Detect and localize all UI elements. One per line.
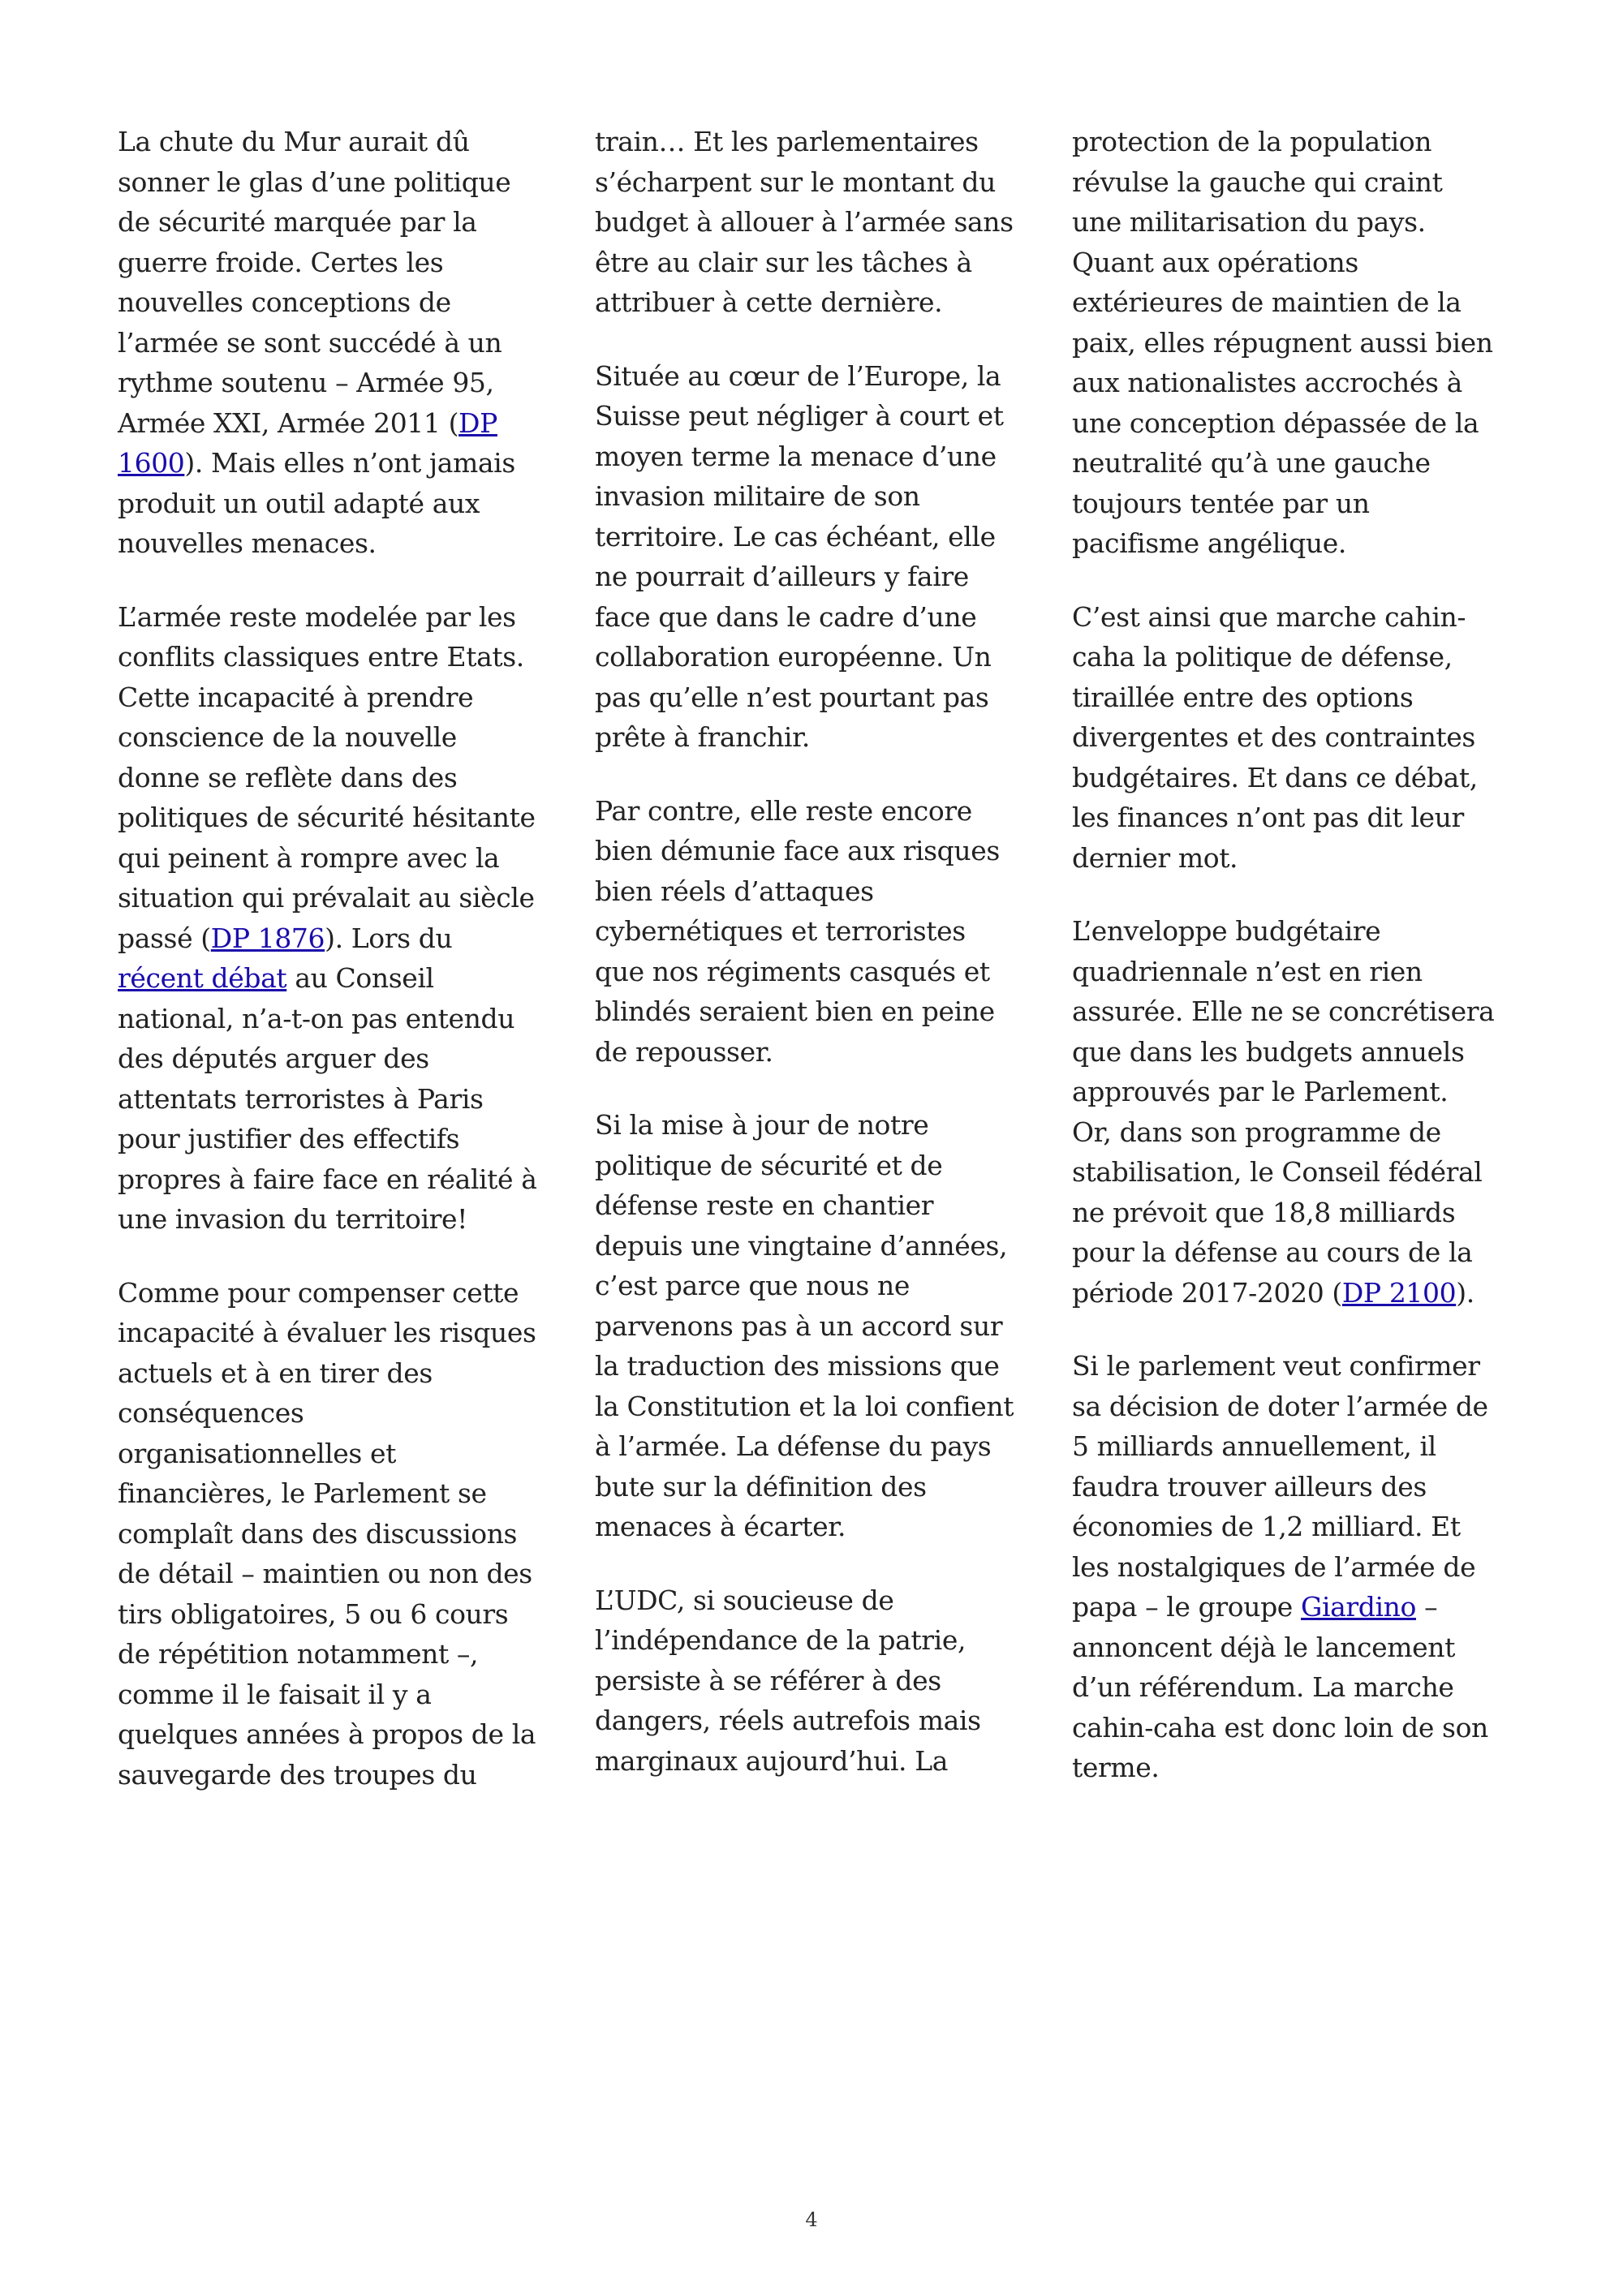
text-line <box>595 677 1037 718</box>
text-run: Quant aux opérations <box>1072 246 1358 278</box>
text-run: invasion militaire de son <box>595 480 920 512</box>
text-run: ne prévoit que 18,8 milliards <box>1072 1196 1456 1228</box>
text-line <box>595 1185 1037 1226</box>
text-line <box>1072 443 1514 484</box>
text-line <box>595 122 1037 162</box>
text-run: toujours tentée par un <box>1072 487 1370 519</box>
text-run: pour la défense au cours de la <box>1072 1236 1473 1268</box>
text-run: extérieures de maintien de la <box>1072 286 1462 318</box>
text-line <box>1072 484 1514 524</box>
reference-link[interactable]: DP 1876 <box>210 922 325 954</box>
text-line <box>118 363 560 403</box>
text-line <box>118 758 560 798</box>
text-line <box>118 443 560 484</box>
text-run: paix, elles répugnent aussi bien <box>1072 326 1493 359</box>
text-line <box>595 1226 1037 1266</box>
text-run: pas qu’elle n’est pourtant pas <box>595 681 989 713</box>
text-run: politique de sécurité et de <box>595 1149 943 1181</box>
text-line <box>595 1387 1037 1427</box>
text-line <box>1072 403 1514 444</box>
text-line <box>1072 1748 1514 1788</box>
text-run: sa décision de doter l’armée de <box>1072 1390 1488 1422</box>
text-line <box>595 517 1037 557</box>
text-line <box>1072 1587 1514 1627</box>
text-line <box>1072 1387 1514 1427</box>
text-run: dangers, réels autrefois mais <box>595 1705 981 1736</box>
paragraph <box>118 1273 560 1795</box>
text-line <box>1072 282 1514 323</box>
text-run: ). Lors du <box>325 922 453 954</box>
text-run: Cette incapacité à prendre <box>118 681 474 713</box>
text-line <box>118 1714 560 1755</box>
text-run: bute sur la définition des <box>595 1470 927 1503</box>
text-line <box>1072 637 1514 677</box>
text-line <box>595 396 1037 436</box>
text-run: produit un outil adapté aux <box>118 487 480 519</box>
text-line <box>1072 952 1514 992</box>
page-number: 4 <box>805 2208 818 2231</box>
text-line <box>118 484 560 524</box>
text-run: Par contre, elle reste encore <box>595 794 972 827</box>
text-line <box>118 523 560 564</box>
text-line <box>595 911 1037 952</box>
text-run: menaces à écarter. <box>595 1511 846 1542</box>
text-run: une conception dépassée de la <box>1072 406 1479 439</box>
text-line <box>595 1580 1037 1621</box>
text-line <box>1072 243 1514 283</box>
text-line <box>595 282 1037 323</box>
text-run: pour justifier des effectifs <box>118 1123 460 1154</box>
text-line <box>118 403 560 444</box>
text-line <box>118 1199 560 1240</box>
paragraph <box>118 597 560 1240</box>
text-line <box>1072 1346 1514 1387</box>
text-run: conflits classiques entre Etats. <box>118 641 524 673</box>
text-run: 5 milliards annuellement, il <box>1072 1430 1436 1462</box>
text-line <box>595 356 1037 397</box>
text-run: ). <box>1456 1276 1474 1309</box>
text-run: attentats terroristes à Paris <box>118 1082 484 1115</box>
text-run: s’écharpent sur le montant du <box>595 166 996 198</box>
text-line <box>595 243 1037 283</box>
text-line <box>1072 1708 1514 1748</box>
text-run: l’armée se sont succédé à un <box>118 326 502 359</box>
text-run: – <box>1415 1591 1438 1623</box>
text-line <box>1072 1112 1514 1153</box>
text-column-1 <box>118 122 560 1828</box>
paragraph <box>595 122 1037 323</box>
text-line <box>1072 1667 1514 1708</box>
text-line <box>595 1661 1037 1701</box>
text-run: conséquences <box>118 1397 304 1429</box>
text-line <box>118 1353 560 1394</box>
text-line <box>1072 122 1514 162</box>
text-run: qui peinent à rompre avec la <box>118 841 500 874</box>
text-line <box>595 1701 1037 1741</box>
text-line <box>118 637 560 677</box>
text-line <box>118 122 560 162</box>
text-line <box>595 1741 1037 1782</box>
text-line <box>595 162 1037 203</box>
text-run: que nos régiments casqués et <box>595 955 990 987</box>
text-line <box>1072 838 1514 879</box>
text-run: aux nationalistes accrochés à <box>1072 367 1462 398</box>
text-run: C’est ainsi que marche cahin- <box>1072 600 1466 633</box>
text-run: des députés arguer des <box>118 1043 429 1074</box>
text-line <box>595 1507 1037 1547</box>
text-run: territoire. Le cas échéant, elle <box>595 520 996 553</box>
text-run: tiraillée entre des options <box>1072 681 1414 713</box>
paragraph <box>595 1105 1037 1547</box>
text-line <box>118 1313 560 1353</box>
text-line <box>118 1514 560 1554</box>
text-run: de détail – maintien ou non des <box>118 1558 532 1589</box>
text-run: bien réels d’attaques <box>595 875 874 907</box>
text-line <box>118 1675 560 1715</box>
text-run: de repousser. <box>595 1035 773 1068</box>
text-line <box>118 999 560 1039</box>
text-run: cahin-caha est donc loin de son <box>1072 1711 1488 1743</box>
text-run: face que dans le cadre d’une <box>595 600 977 633</box>
text-line <box>118 1434 560 1474</box>
text-run: quelques années à propos de la <box>118 1718 536 1750</box>
text-line <box>1072 677 1514 718</box>
text-line <box>595 1620 1037 1661</box>
text-run: l’indépendance de la patrie, <box>595 1624 966 1656</box>
text-line <box>118 282 560 323</box>
text-line <box>595 791 1037 832</box>
text-run: ). Mais elles n’ont jamais <box>184 447 515 479</box>
text-line <box>1072 991 1514 1032</box>
paragraph <box>595 1580 1037 1782</box>
text-line <box>1072 758 1514 798</box>
text-run: train… Et les parlementaires <box>595 126 979 157</box>
text-line <box>118 838 560 879</box>
text-line <box>1072 1072 1514 1112</box>
text-line <box>595 1467 1037 1507</box>
text-run: Armée XXI, Armée 2011 ( <box>118 406 459 439</box>
text-run: Or, dans son programme de <box>1072 1116 1441 1148</box>
text-run: actuels et à en tirer des <box>118 1357 433 1389</box>
text-run: les nostalgiques de l’armée de <box>1072 1550 1476 1583</box>
text-run: au Conseil <box>286 962 434 994</box>
text-line <box>118 878 560 918</box>
text-run: La chute du Mur aurait dû <box>118 126 470 157</box>
text-run: Si la mise à jour de notre <box>595 1109 929 1141</box>
text-run: caha la politique de défense, <box>1072 641 1453 673</box>
text-run: cybernétiques et terroristes <box>595 915 966 947</box>
text-run: attribuer à cette dernière. <box>595 286 943 318</box>
text-run: approuvés par le Parlement. <box>1072 1076 1449 1107</box>
text-line <box>1072 1627 1514 1668</box>
text-run: les finances n’ont pas dit leur <box>1072 802 1464 833</box>
text-line <box>118 323 560 363</box>
text-line <box>595 1266 1037 1306</box>
paragraph <box>1072 1346 1514 1788</box>
text-line <box>118 1473 560 1514</box>
text-line <box>118 1038 560 1079</box>
text-run: économies de 1,2 milliard. Et <box>1072 1511 1461 1542</box>
text-run: défense reste en chantier <box>595 1189 934 1221</box>
text-run: de sécurité marquée par la <box>118 206 477 238</box>
text-run: terme. <box>1072 1752 1160 1783</box>
text-line <box>595 476 1037 517</box>
text-line <box>1072 1467 1514 1507</box>
text-run: sonner le glas d’une politique <box>118 166 511 198</box>
text-run: protection de la population <box>1072 126 1432 157</box>
text-run: dernier mot. <box>1072 841 1238 874</box>
text-line <box>118 597 560 638</box>
text-line <box>118 1273 560 1314</box>
text-run: politiques de sécurité hésitante <box>118 802 536 833</box>
text-run: quadriennale n’est en rien <box>1072 955 1423 987</box>
text-run: conscience de la nouvelle <box>118 721 457 753</box>
text-run: marginaux aujourd’hui. La <box>595 1744 949 1777</box>
text-run: parvenons pas à un accord sur <box>595 1309 1003 1342</box>
text-run: une militarisation du pays. <box>1072 206 1426 238</box>
text-line <box>1072 1232 1514 1273</box>
text-run: faudra trouver ailleurs des <box>1072 1470 1427 1503</box>
text-run: persiste à se référer à des <box>595 1664 941 1696</box>
text-line <box>595 1032 1037 1073</box>
text-line <box>1072 1152 1514 1193</box>
text-line <box>595 1426 1037 1467</box>
text-run: bien démunie face aux risques <box>595 835 1000 866</box>
text-run: Comme pour compenser cette <box>118 1276 519 1309</box>
text-line <box>1072 1032 1514 1073</box>
text-line <box>595 436 1037 477</box>
text-run: sauvegarde des troupes du <box>118 1758 477 1791</box>
text-line <box>595 1105 1037 1146</box>
text-run: la Constitution et la loi confient <box>595 1390 1014 1422</box>
text-run: de répétition notamment –, <box>118 1638 479 1670</box>
text-line <box>595 597 1037 638</box>
text-run: budgétaires. Et dans ce débat, <box>1072 761 1478 793</box>
reference-link[interactable]: Giardino <box>1301 1591 1416 1623</box>
text-run: être au clair sur les tâches à <box>595 246 972 278</box>
text-line <box>118 677 560 718</box>
text-run: national, n’a-t-on pas entendu <box>118 1002 515 1034</box>
text-line <box>1072 363 1514 403</box>
text-run: tirs obligatoires, 5 ou 6 cours <box>118 1597 509 1630</box>
text-line <box>118 1119 560 1159</box>
text-run: donne se reflète dans des <box>118 761 458 793</box>
text-run: moyen terme la menace d’une <box>595 440 997 472</box>
text-line <box>1072 1193 1514 1233</box>
text-run: L’armée reste modelée par les <box>118 600 516 633</box>
text-run: incapacité à évaluer les risques <box>118 1317 536 1348</box>
text-run: la traduction des missions que <box>595 1350 1000 1382</box>
text-line <box>118 162 560 203</box>
text-run: blindés seraient bien en peine <box>595 995 995 1027</box>
paragraph <box>1072 597 1514 879</box>
text-run: c’est parce que nous ne <box>595 1270 911 1301</box>
text-line <box>595 831 1037 871</box>
text-line <box>1072 323 1514 363</box>
reference-link[interactable]: 1600 <box>118 447 185 479</box>
text-line <box>595 637 1037 677</box>
paragraph <box>1072 911 1514 1313</box>
text-line <box>118 1554 560 1594</box>
text-run: révulse la gauche qui craint <box>1072 166 1443 198</box>
text-run: prête à franchir. <box>595 721 810 753</box>
text-line <box>595 1346 1037 1387</box>
text-line <box>118 1755 560 1795</box>
text-line <box>595 717 1037 758</box>
text-line <box>118 202 560 243</box>
reference-link[interactable]: DP 2100 <box>1341 1276 1457 1309</box>
text-run: L’UDC, si soucieuse de <box>595 1584 894 1616</box>
text-line <box>118 1594 560 1635</box>
text-line <box>595 871 1037 912</box>
text-line <box>1072 1547 1514 1588</box>
text-line <box>1072 202 1514 243</box>
text-run: neutralité qu’à une gauche <box>1072 447 1431 479</box>
text-column-2 <box>595 122 1037 1814</box>
text-run: complaît dans des discussions <box>118 1517 518 1550</box>
text-run: Suisse peut négliger à court et <box>595 400 1004 432</box>
text-run: période 2017-2020 ( <box>1072 1276 1342 1309</box>
text-run: financières, le Parlement se <box>118 1477 487 1509</box>
text-run: collaboration européenne. Un <box>595 641 992 673</box>
paragraph <box>595 791 1037 1073</box>
text-run: rythme soutenu – Armée 95, <box>118 367 494 398</box>
text-column-3 <box>1072 122 1514 1821</box>
text-line <box>1072 1507 1514 1547</box>
text-run: d’un référendum. La marche <box>1072 1671 1454 1703</box>
text-line <box>1072 162 1514 203</box>
text-line <box>595 557 1037 597</box>
text-line <box>1072 798 1514 838</box>
text-run: divergentes et des contraintes <box>1072 721 1475 753</box>
text-line <box>118 1159 560 1200</box>
text-line <box>595 1146 1037 1186</box>
text-run: comme il le faisait il y a <box>118 1678 432 1710</box>
text-line <box>118 798 560 838</box>
text-run: Située au cœur de l’Europe, la <box>595 359 1001 392</box>
text-run: assurée. Elle ne se concrétisera <box>1072 995 1495 1027</box>
text-run: L’enveloppe budgétaire <box>1072 915 1381 947</box>
text-run: situation qui prévalait au siècle <box>118 882 535 914</box>
text-run: passé ( <box>118 922 211 954</box>
text-run: papa – le groupe <box>1072 1591 1302 1623</box>
paragraph <box>118 122 560 564</box>
text-line <box>595 202 1037 243</box>
text-run: organisationnelles et <box>118 1437 397 1469</box>
text-line <box>595 952 1037 992</box>
text-run: à l’armée. La défense du pays <box>595 1430 992 1462</box>
text-run: nouvelles conceptions de <box>118 286 451 318</box>
text-line <box>118 918 560 959</box>
text-line <box>1072 717 1514 758</box>
text-line <box>1072 597 1514 638</box>
text-line <box>1072 1426 1514 1467</box>
reference-link[interactable]: récent débat <box>118 962 287 994</box>
text-line <box>595 991 1037 1032</box>
text-line <box>118 717 560 758</box>
text-line <box>595 1306 1037 1347</box>
text-run: Si le parlement veut confirmer <box>1072 1350 1480 1382</box>
text-run: propres à faire face en réalité à <box>118 1163 537 1195</box>
text-run: pacifisme angélique. <box>1072 527 1346 559</box>
text-line <box>118 243 560 283</box>
text-run: annoncent déjà le lancement <box>1072 1631 1455 1663</box>
paragraph <box>1072 122 1514 564</box>
text-run: que dans les budgets annuels <box>1072 1035 1465 1068</box>
text-run: nouvelles menaces. <box>118 527 377 559</box>
text-run: guerre froide. Certes les <box>118 246 444 278</box>
text-line <box>1072 523 1514 564</box>
paragraph <box>595 356 1037 758</box>
text-line <box>118 1393 560 1434</box>
text-run: une invasion du territoire! <box>118 1203 467 1235</box>
text-run: ne pourrait d’ailleurs y faire <box>595 561 969 592</box>
text-line <box>1072 911 1514 952</box>
text-line <box>118 1079 560 1120</box>
reference-link[interactable]: DP <box>458 406 497 439</box>
text-run: stabilisation, le Conseil fédéral <box>1072 1156 1483 1188</box>
text-line <box>1072 1273 1514 1314</box>
text-run: depuis une vingtaine d’années, <box>595 1229 1008 1262</box>
text-line <box>118 958 560 999</box>
text-line <box>118 1634 560 1675</box>
text-run: budget à allouer à l’armée sans <box>595 206 1014 238</box>
